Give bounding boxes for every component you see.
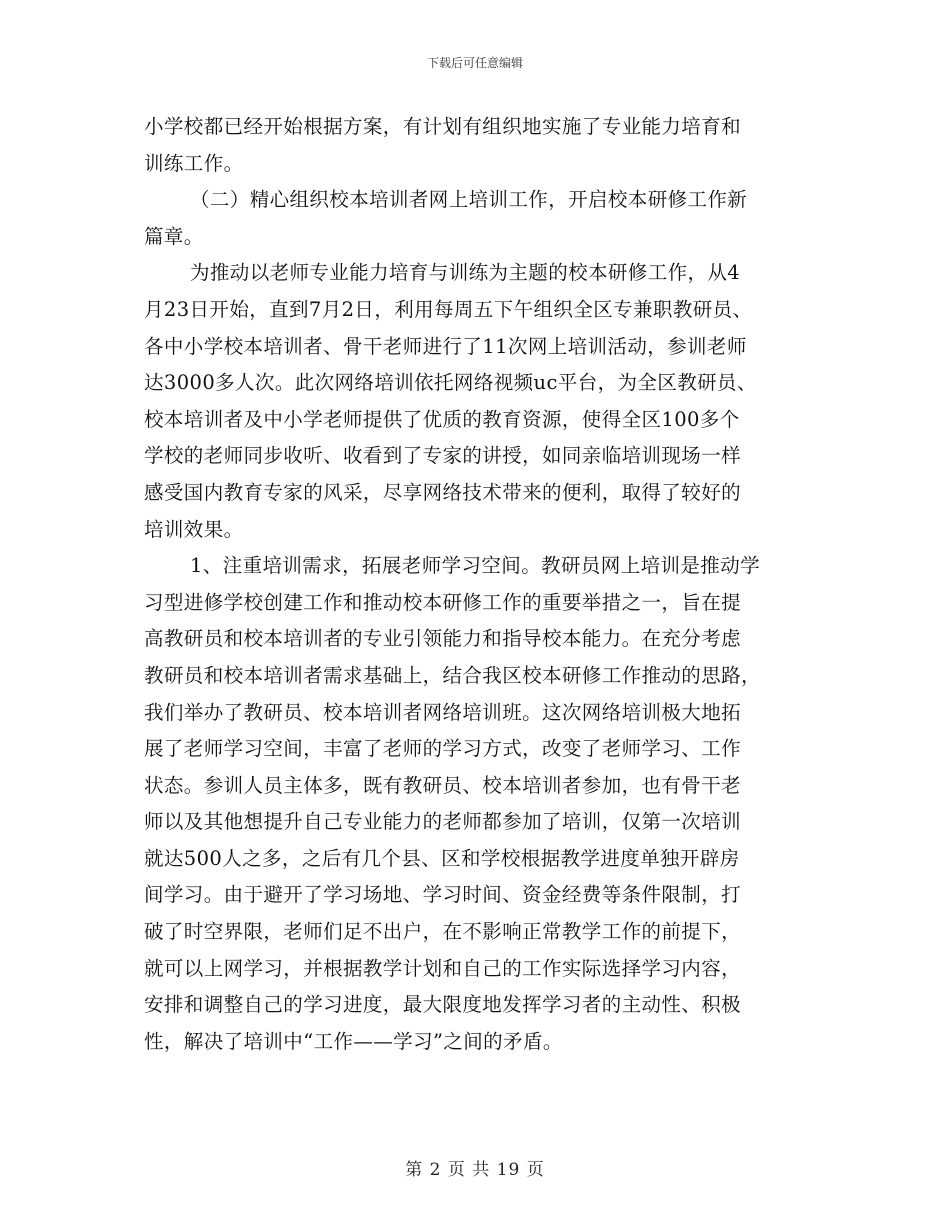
body-line: 展了老师学习空间，丰富了老师的学习方式，改变了老师学习、工作 <box>144 737 742 761</box>
body-line: 学校的老师同步收听、收看到了专家的讲授，如同亲临培训现场一样 <box>144 444 742 468</box>
body-line: 就达500人之多，之后有几个县、区和学校根据教学进度单独开辟房 <box>144 846 740 870</box>
body-line: 高教研员和校本培训者的专业引领能力和指导校本能力。在充分考虑 <box>144 627 742 651</box>
body-line: 训练工作。 <box>144 151 244 175</box>
body-line: 我们举办了教研员、校本培训者网络培训班。这次网络培训极大地拓 <box>144 700 742 724</box>
page-header-note: 下载后可任意编辑 <box>426 56 523 70</box>
body-line: 培训效果。 <box>144 517 244 541</box>
body-line: 师以及其他想提升自己专业能力的老师都参加了培训，仅第一次培训 <box>144 810 742 834</box>
body-line: 校本培训者及中小学老师提供了优质的教育资源，使得全区100多个 <box>144 407 740 431</box>
body-line: 各中小学校本培训者、骨干老师进行了11次网上培训活动，参训老师 <box>144 334 747 358</box>
paragraph-start-line: 1、注重培训需求，拓展老师学习空间。教研员网上培训是推动学 <box>190 554 761 578</box>
body-line: 破了时空界限，老师们足不出户，在不影响正常教学工作的前提下， <box>144 920 742 944</box>
body-line: 状态。参训人员主体多，既有教研员、校本培训者参加，也有骨干老 <box>144 773 742 797</box>
body-line: 习型进修学校创建工作和推动校本研修工作的重要举措之一，旨在提 <box>144 590 742 614</box>
body-line: 安排和调整自己的学习进度，最大限度地发挥学习者的主动性、积极 <box>144 993 742 1017</box>
body-line: 达3000多人次。此次网络培训依托网络视频uc平台，为全区教研员、 <box>144 371 757 395</box>
body-line: 间学习。由于避开了学习场地、学习时间、资金经费等条件限制，打 <box>144 883 742 907</box>
body-line: 教研员和校本培训者需求基础上，结合我区校本研修工作推动的思路， <box>144 663 761 687</box>
body-line: 性，解决了培训中“工作——学习”之间的矛盾。 <box>144 1029 563 1053</box>
page-number: 第 2 页 共 19 页 <box>405 1160 545 1180</box>
paragraph-start-line: 为推动以老师专业能力培育与训练为主题的校本研修工作，从4 <box>190 261 741 285</box>
body-line: 月23日开始，直到7月2日，利用每周五下午组织全区专兼职教研员、 <box>144 297 753 321</box>
body-line: 就可以上网学习，并根据教学计划和自己的工作实际选择学习内容， <box>144 956 742 980</box>
section-heading-line: 篇章。 <box>144 224 204 248</box>
body-line: 感受国内教育专家的风采，尽享网络技术带来的便利，取得了较好的 <box>144 480 742 504</box>
body-line: 小学校都已经开始根据方案，有计划有组织地实施了专业能力培育和 <box>144 115 742 138</box>
document-body <box>144 109 824 1060</box>
section-heading-line: （二）精心组织校本培训者网上培训工作，开启校本研修工作新 <box>190 188 748 212</box>
